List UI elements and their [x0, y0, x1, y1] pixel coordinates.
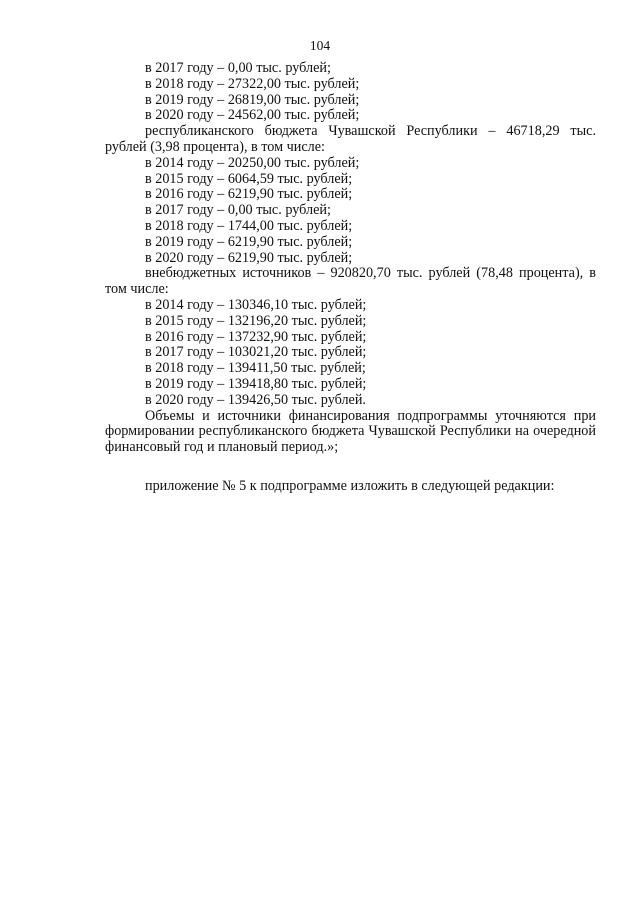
funding-line-2017: в 2017 году – 0,00 тыс. рублей; — [145, 60, 331, 76]
extrabudgetary-line-2015: в 2015 году – 132196,20 тыс. рублей; — [145, 312, 367, 329]
page-number: 104 — [309, 38, 331, 53]
extrabudgetary-line-2014: в 2014 году – 130346,10 тыс. рублей; — [145, 296, 367, 313]
funding-line-2019: в 2019 году – 26819,00 тыс. рублей; — [145, 91, 360, 108]
republic-line-2019: в 2019 году – 6219,90 тыс. рублей; — [145, 233, 353, 250]
extrabudgetary-paragraph: внебюджетных источников – 920820,70 тыс. рублей (78,48 процента), в том числе: — [105, 265, 596, 298]
republic-line-2020: в 2020 году – 6219,90 тыс. рублей; — [145, 249, 353, 266]
paragraph-spacer — [105, 456, 596, 479]
funding-line-2020: в 2020 году – 24562,00 тыс. рублей; — [145, 107, 360, 124]
extrabudgetary-line-2017: в 2017 году – 103021,20 тыс. рублей; — [145, 344, 367, 361]
extrabudgetary-line-2020: в 2020 году – 139426,50 тыс. рублей. — [145, 391, 366, 408]
republic-line-2018: в 2018 году – 1744,00 тыс. рублей; — [145, 217, 353, 234]
republic-line-2016: в 2016 году – 6219,90 тыс. рублей; — [145, 186, 353, 203]
republic-budget-paragraph: республиканского бюджета Чувашской Республики – 46718,29 тыс. рублей (3,98 процента), в том числе: — [105, 123, 596, 155]
republic-line-2015: в 2015 году – 6064,59 тыс. рублей; — [145, 170, 353, 187]
republic-line-2014: в 2014 году – 20250,00 тыс. рублей; — [145, 154, 360, 171]
extrabudgetary-line-2016: в 2016 году – 137232,90 тыс. рублей; — [145, 328, 367, 345]
extrabudgetary-line-2019: в 2019 году – 139418,80 тыс. рублей; — [145, 375, 367, 392]
republic-line-2017: в 2017 году – 0,00 тыс. рублей; — [145, 202, 331, 219]
volumes-paragraph: Объемы и источники финансирования подпрограммы уточняются при формировании республиканского бюджета Чувашской Республики на очередной финансовый год и плановый период.»; — [105, 407, 596, 456]
extrabudgetary-line-2018: в 2018 году – 139411,50 тыс. рублей; — [145, 360, 366, 377]
appendix-paragraph: приложение № 5 к подпрограмме изложить в следующей редакции: — [145, 477, 555, 494]
document-body — [105, 61, 596, 495]
funding-line-2018: в 2018 году – 27322,00 тыс. рублей; — [145, 75, 360, 92]
